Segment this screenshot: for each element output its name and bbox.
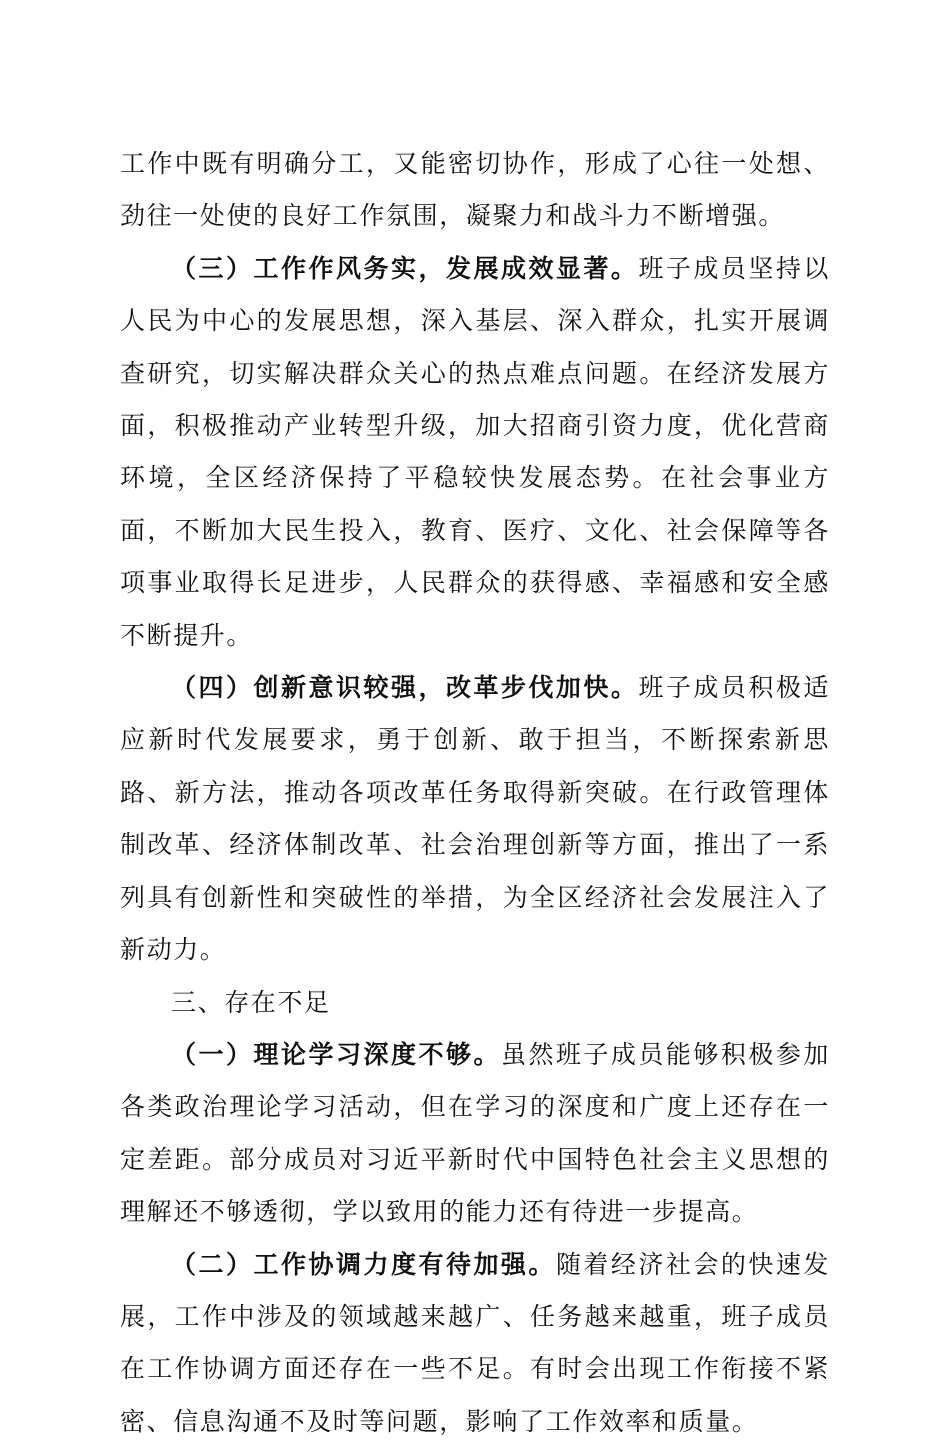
paragraph-lead: （二）工作协调力度有待加强。 bbox=[171, 1249, 556, 1279]
paragraph-theory-study bbox=[120, 1029, 830, 1239]
paragraph-innovation bbox=[120, 662, 830, 976]
paragraph-text: 班子成员坚持以人民为中心的发展思想，深入基层、深入群众，扎实开展调查研究，切实解决群众关心的热点难点问题。在经济发展方面，积极推动产业转型升级，加大招商引资力度，优化营商环境，全区经济保持了平稳较快发展态势。在社会事业方面，不断加大民生投入，教育、医疗、文化、社会保障等各项事业取得长足进步，人民群众的获得感、幸福感和安全感不断提升。 bbox=[120, 253, 831, 650]
paragraph-text: 随着经济社会的快速发展，工作中涉及的领域越来越广、任务越来越重，班子成员在工作协调方面还存在一些不足。有时会出现工作衔接不紧密、信息沟通不及时等问题，影响了工作效率和质量。 bbox=[120, 1249, 830, 1436]
paragraph-continuation bbox=[120, 138, 830, 243]
document-body bbox=[120, 138, 830, 1448]
paragraph-lead: （四）创新意识较强，改革步伐加快。 bbox=[171, 673, 639, 703]
paragraph-coordination bbox=[120, 1239, 830, 1448]
paragraph-lead: （一）理论学习深度不够。 bbox=[171, 1039, 501, 1069]
section-heading-shortcomings: 三、存在不足 bbox=[171, 987, 331, 1017]
paragraph-text: 工作中既有明确分工，又能密切协作，形成了心往一处想、劲往一处使的良好工作氛围，凝聚力和战斗力不断增强。 bbox=[120, 149, 830, 231]
paragraph-text: 虽然班子成员能够积极参加各类政治理论学习活动，但在学习的深度和广度上还存在一定差距。部分成员对习近平新时代中国特色社会主义思想的理解还不够透彻，学以致用的能力还有待进一步提高。 bbox=[120, 1039, 831, 1227]
paragraph-lead: （三）工作作风务实，发展成效显著。 bbox=[171, 253, 639, 283]
paragraph-text: 班子成员积极适应新时代发展要求，勇于创新、敢于担当，不断探索新思路、新方法，推动各项改革任务取得新突破。在行政管理体制改革、经济体制改革、社会治理创新等方面，推出了一系列具有创新性和突破性的举措，为全区经济社会发展注入了新动力。 bbox=[120, 673, 831, 965]
paragraph-work-style bbox=[120, 243, 830, 662]
